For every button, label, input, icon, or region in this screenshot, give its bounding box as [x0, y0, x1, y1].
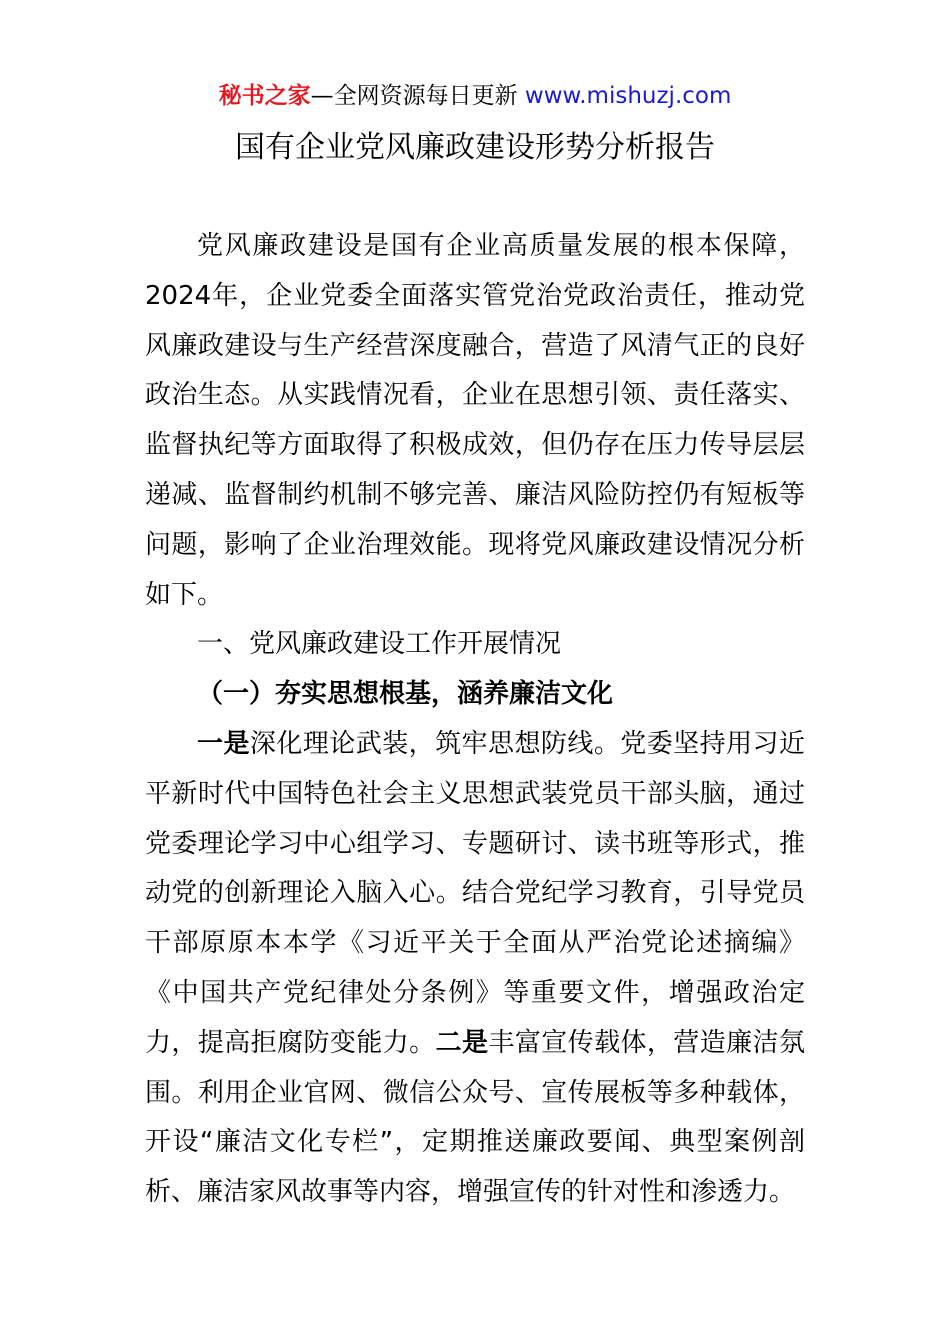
site-header: [0, 80, 950, 112]
site-url-link[interactable]: www.mishuzj.com: [524, 83, 732, 109]
point-label: 一是: [197, 728, 250, 759]
subsection-heading: （一）夯实思想根基，涵养廉洁文化: [197, 679, 614, 710]
point-text: 深化理论武装，筑牢思想防线。党委坚持用习近平新时代中国特色社会主义思想武装党员干部头脑，通过党委理论学习中心组学习、专题研讨、读书班等形式，推动党的创新理论入脑入心。结合党纪学习教育，引导党员干部原原本本学《习近平关于全面从严治党论述摘编》《中国共产党纪律处分条例》等重要文件，增强政治定力，提高拒腐防变能力。: [145, 728, 805, 1058]
point-label: 二是: [435, 1027, 489, 1058]
body-paragraph: [145, 720, 805, 1218]
point-text: 丰富宣传载体，营造廉洁氛围。利用企业官网、微信公众号、宣传展板等多种载体，开设“廉洁文化专栏”，定期推送廉政要闻、典型案例剖析、廉洁家风故事等内容，增强宣传的针对性和渗透力。: [145, 1027, 805, 1208]
document-title: 国有企业党风廉政建设形势分析报告: [235, 130, 715, 165]
header-tagline: —全网资源每日更新: [310, 83, 525, 109]
brand-name: 秘书之家: [218, 83, 311, 109]
document-body: [145, 222, 805, 1218]
intro-paragraph: 党风廉政建设是国有企业高质量发展的根本保障，2024年，企业党委全面落实管党治党政治责任，推动党风廉政建设与生产经营深度融合，营造了风清气正的良好政治生态。从实践情况看，企业在思想引领、责任落实、监督执纪等方面取得了积极成效，但仍存在压力传导层层递减、监督制约机制不够完善、廉洁风险防控仍有短板等问题，影响了企业治理效能。现将党风廉政建设情况分析如下。: [145, 231, 805, 610]
section-heading: 一、党风廉政建设工作开展情况: [197, 629, 562, 660]
